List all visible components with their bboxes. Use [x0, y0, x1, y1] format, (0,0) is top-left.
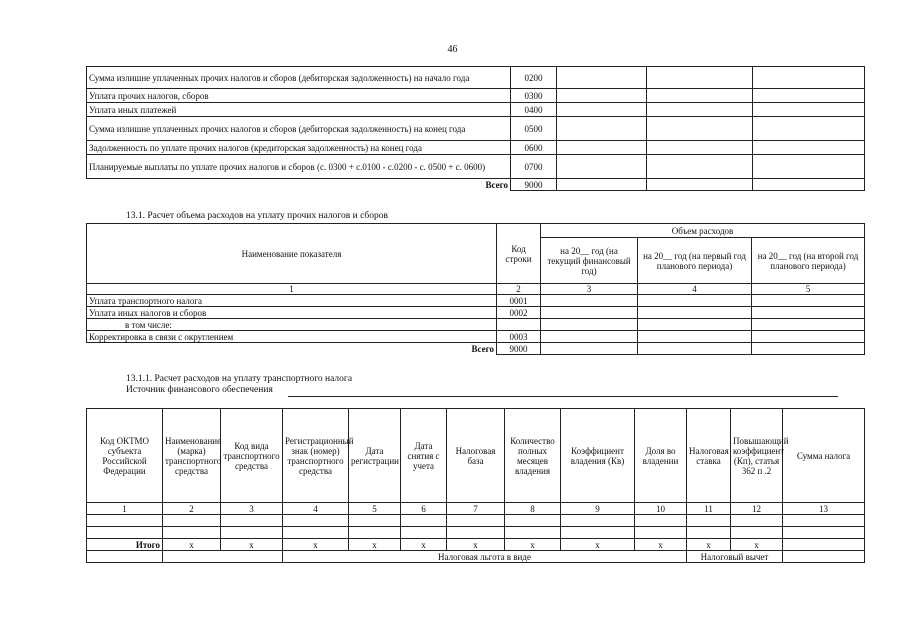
header-name: Наименование показателя: [87, 224, 497, 284]
value-cell[interactable]: [753, 179, 865, 191]
col-number: 3: [541, 284, 638, 295]
funding-source-field[interactable]: [288, 396, 838, 397]
table-row-label: Корректировка в связи с округлением: [87, 331, 497, 343]
input-cell[interactable]: [401, 527, 447, 539]
x-mark: x: [163, 539, 221, 551]
table-row-label: Задолженность по уплате прочих налогов (кредиторская задолженность) на конец года: [87, 141, 511, 155]
table-row-label: Планируемые выплаты по уплате прочих налогов и сборов (с. 0300 + с.0100 - с.0200 - с. 0500 + с. 0600): [87, 155, 511, 179]
input-cell[interactable]: [221, 515, 283, 527]
value-cell[interactable]: [638, 343, 752, 355]
value-cell[interactable]: [638, 331, 752, 343]
col-number: 13: [783, 503, 865, 515]
value-cell[interactable]: [557, 155, 647, 179]
x-mark: x: [635, 539, 687, 551]
value-cell[interactable]: [647, 103, 753, 117]
header-ownership-share: Доля во владении: [635, 409, 687, 503]
transport-tax-table: [86, 408, 865, 563]
input-cell[interactable]: [687, 527, 731, 539]
input-cell[interactable]: [349, 515, 401, 527]
value-cell[interactable]: [557, 67, 647, 89]
row-code: [497, 319, 541, 331]
input-cell[interactable]: [87, 551, 163, 563]
row-code: 0600: [511, 141, 557, 155]
header-code: Код строки: [497, 224, 541, 284]
col-number: 10: [635, 503, 687, 515]
col-number: 8: [505, 503, 561, 515]
col-number: 12: [731, 503, 783, 515]
col-number: 11: [687, 503, 731, 515]
tax-summary-table: [86, 66, 865, 191]
value-cell[interactable]: [753, 103, 865, 117]
col-number: 7: [447, 503, 505, 515]
input-cell[interactable]: [283, 527, 349, 539]
header-deregistration-date: Дата снятия с учета: [401, 409, 447, 503]
input-cell[interactable]: [505, 527, 561, 539]
row-code: 0700: [511, 155, 557, 179]
value-cell[interactable]: [557, 89, 647, 103]
tax-deduction-label: Налоговый вычет: [687, 551, 783, 563]
input-cell[interactable]: [783, 551, 865, 563]
total-label: Итого: [87, 539, 163, 551]
table-row-label: Уплата прочих налогов, сборов: [87, 89, 511, 103]
x-mark: x: [687, 539, 731, 551]
input-cell[interactable]: [163, 527, 221, 539]
header-registration-plate: Регистрационный знак (номер) транспортного средства: [283, 409, 349, 503]
x-mark: x: [561, 539, 635, 551]
row-code: 0400: [511, 103, 557, 117]
header-months-owned: Количество полных месяцев владения: [505, 409, 561, 503]
col-number: 5: [752, 284, 865, 295]
value-cell[interactable]: [753, 141, 865, 155]
section-13-1-title: 13.1. Расчет объема расходов на уплату прочих налогов и сборов: [126, 211, 389, 221]
x-mark: x: [283, 539, 349, 551]
value-cell[interactable]: [557, 141, 647, 155]
col-number: 4: [638, 284, 752, 295]
x-mark: x: [447, 539, 505, 551]
table-row-label: Уплата транспортного налога: [87, 295, 497, 307]
value-cell[interactable]: [753, 89, 865, 103]
header-registration-date: Дата регистрации: [349, 409, 401, 503]
input-cell[interactable]: [561, 515, 635, 527]
table-row-label: Уплата иных платежей: [87, 103, 511, 117]
value-cell[interactable]: [638, 319, 752, 331]
input-cell[interactable]: [635, 527, 687, 539]
value-cell[interactable]: [753, 117, 865, 141]
header-tax-rate: Налоговая ставка: [687, 409, 731, 503]
value-cell[interactable]: [647, 179, 753, 191]
header-vehicle-type-code: Код вида транспортного средства: [221, 409, 283, 503]
input-cell[interactable]: [349, 527, 401, 539]
input-cell[interactable]: [505, 515, 561, 527]
header-col-first-plan-year: на 20__ год (на первый год планового периода): [638, 238, 752, 284]
total-code: 9000: [497, 343, 541, 355]
value-cell[interactable]: [752, 343, 865, 355]
value-cell[interactable]: [647, 89, 753, 103]
row-code: 0200: [511, 67, 557, 89]
header-tax-base: Налоговая база: [447, 409, 505, 503]
x-mark: x: [221, 539, 283, 551]
header-vehicle-name: Наименование (марка) транспортного средства: [163, 409, 221, 503]
input-cell[interactable]: [687, 515, 731, 527]
input-cell[interactable]: [87, 515, 163, 527]
funding-source-label: Источник финансового обеспечения: [126, 385, 273, 395]
value-cell[interactable]: [541, 307, 638, 319]
value-cell[interactable]: [541, 295, 638, 307]
col-number: 9: [561, 503, 635, 515]
input-cell[interactable]: [447, 527, 505, 539]
input-cell[interactable]: [783, 527, 865, 539]
value-cell[interactable]: [752, 307, 865, 319]
total-code: 9000: [511, 179, 557, 191]
col-number: 2: [163, 503, 221, 515]
value-cell[interactable]: [647, 117, 753, 141]
expenses-table: [86, 223, 865, 355]
value-cell[interactable]: [638, 295, 752, 307]
value-cell[interactable]: [753, 155, 865, 179]
input-cell[interactable]: [283, 515, 349, 527]
input-cell[interactable]: [731, 515, 783, 527]
row-code: 0300: [511, 89, 557, 103]
row-code: 0500: [511, 117, 557, 141]
total-label: Всего: [485, 179, 508, 190]
header-oktmo: Код ОКТМО субъекта Российской Федерации: [87, 409, 163, 503]
value-cell[interactable]: [753, 67, 865, 89]
value-cell[interactable]: [557, 179, 647, 191]
input-cell[interactable]: [87, 527, 163, 539]
col-number: 2: [497, 284, 541, 295]
value-cell[interactable]: [557, 103, 647, 117]
input-cell[interactable]: [163, 551, 283, 563]
input-cell[interactable]: [221, 527, 283, 539]
x-mark: x: [401, 539, 447, 551]
section-13-1-1-title: 13.1.1. Расчет расходов на уплату транспортного налога: [126, 374, 353, 384]
table-row-label: Сумма излишне уплаченных прочих налогов и сборов (дебиторская задолженность) на начало года: [87, 67, 511, 89]
table-row-label: в том числе:: [87, 319, 497, 331]
col-number: 4: [283, 503, 349, 515]
input-cell[interactable]: [731, 527, 783, 539]
tax-benefit-label: Налоговая льгота в виде: [283, 551, 687, 563]
table-row-label: Сумма излишне уплаченных прочих налогов и сборов (дебиторская задолженность) на конец года: [87, 117, 511, 141]
header-ownership-coefficient: Коэффициент владения (Кв): [561, 409, 635, 503]
x-mark: x: [731, 539, 783, 551]
value-cell[interactable]: [647, 141, 753, 155]
value-cell[interactable]: [541, 319, 638, 331]
input-cell[interactable]: [783, 515, 865, 527]
col-number: 1: [87, 284, 497, 295]
value-cell[interactable]: [541, 331, 638, 343]
x-mark: x: [349, 539, 401, 551]
row-code: 0001: [497, 295, 541, 307]
value-cell[interactable]: [557, 117, 647, 141]
value-cell[interactable]: [752, 331, 865, 343]
col-number: 5: [349, 503, 401, 515]
value-cell[interactable]: [541, 343, 638, 355]
input-cell[interactable]: [561, 527, 635, 539]
total-label: Всего: [471, 343, 494, 354]
col-number: 1: [87, 503, 163, 515]
row-code: 0002: [497, 307, 541, 319]
value-cell[interactable]: [752, 319, 865, 331]
col-number: 6: [401, 503, 447, 515]
header-tax-amount: Сумма налога: [783, 409, 865, 503]
value-cell[interactable]: [638, 307, 752, 319]
header-col-second-plan-year: на 20__ год (на второй год планового периода): [752, 238, 865, 284]
value-cell[interactable]: [752, 295, 865, 307]
x-mark: x: [505, 539, 561, 551]
input-cell[interactable]: [401, 515, 447, 527]
header-col-current-year: на 20__ год (на текущий финансовый год): [541, 238, 638, 284]
col-number: 3: [221, 503, 283, 515]
header-volume: Объем расходов: [541, 224, 865, 238]
value-cell[interactable]: [647, 155, 753, 179]
input-cell[interactable]: [635, 515, 687, 527]
input-cell[interactable]: [163, 515, 221, 527]
page-number: 46: [447, 44, 458, 55]
table-row-label: Уплата иных налогов и сборов: [87, 307, 497, 319]
row-code: 0003: [497, 331, 541, 343]
input-cell[interactable]: [447, 515, 505, 527]
tax-amount-total-cell[interactable]: [783, 539, 865, 551]
value-cell[interactable]: [647, 67, 753, 89]
header-increasing-coefficient: Повышающий коэффициент (Кп), статья 362 п .2: [731, 409, 783, 503]
